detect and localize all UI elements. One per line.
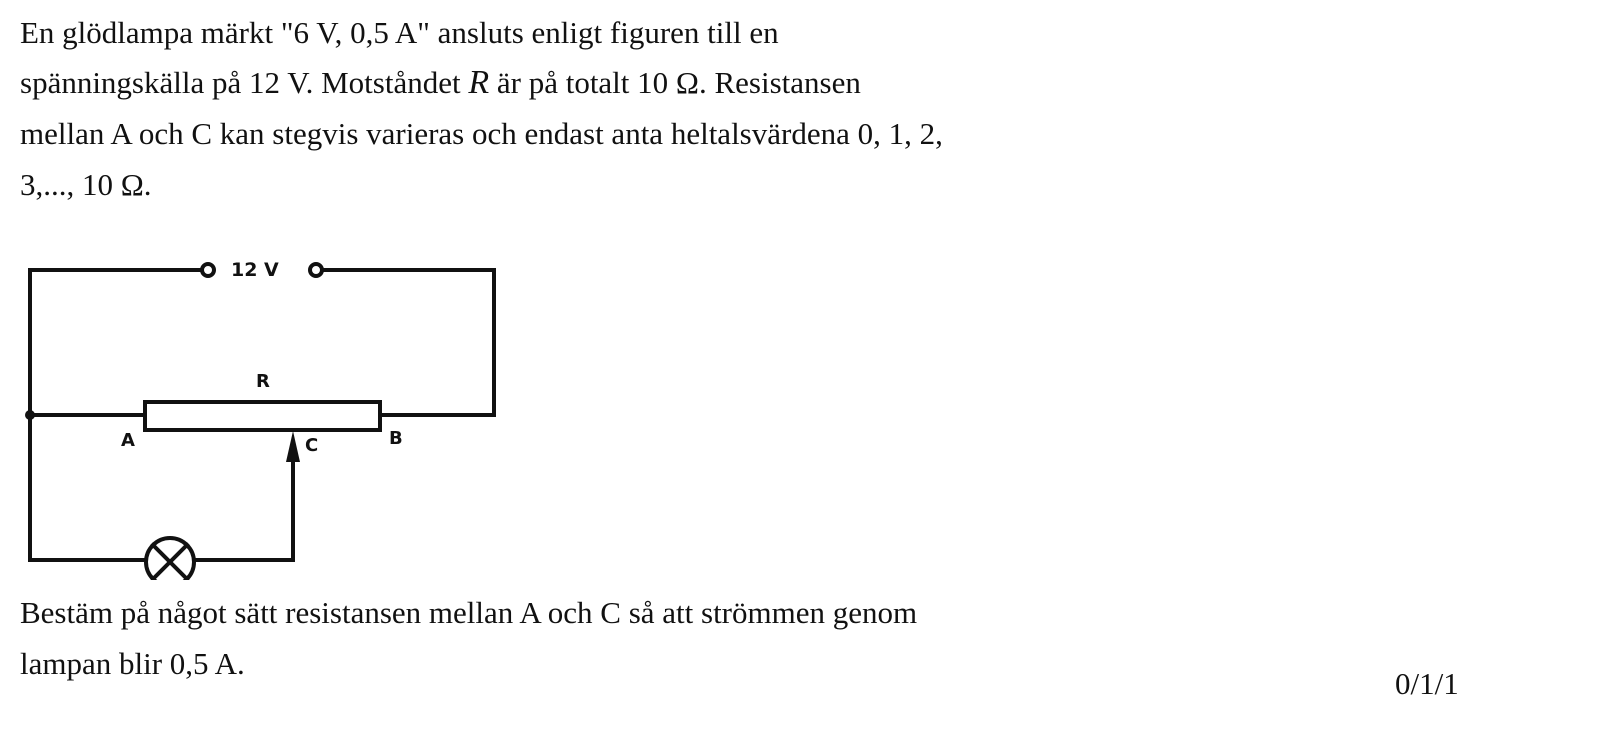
wire-lamp-to-c — [194, 445, 293, 560]
wire-top-left — [30, 270, 202, 415]
terminal-b-label: B — [389, 428, 403, 449]
score-points: 0/1/1 — [1395, 666, 1459, 701]
problem-text-line-1: En glödlampa märkt "6 V, 0,5 A" ansluts enligt figuren till en — [20, 15, 779, 50]
terminal-c-label: C — [305, 435, 319, 456]
problem-text-line-2-start: spänningskälla på 12 V. Motståndet — [20, 65, 469, 100]
problem-text-line-2 — [20, 63, 861, 103]
terminal-right — [310, 264, 322, 276]
resistor-label: R — [256, 371, 270, 392]
problem-text-line-3: mellan A och C kan stegvis varieras och endast anta heltalsvärdena 0, 1, 2, — [20, 116, 943, 151]
wire-top-right — [322, 270, 494, 415]
problem-text-line-2-end: är på totalt 10 Ω. Resistansen — [489, 65, 861, 100]
terminal-a-label: A — [121, 430, 135, 451]
circuit-diagram — [0, 240, 520, 580]
resistor-variable: R — [468, 64, 490, 101]
resistor — [145, 402, 380, 430]
junction-node — [25, 410, 35, 420]
question-text-line-1: Bestäm på något sätt resistansen mellan A och C så att strömmen genom — [20, 595, 918, 630]
question-text-line-2: lampan blir 0,5 A. — [20, 646, 245, 681]
terminal-left — [202, 264, 214, 276]
slider-arrow — [286, 431, 300, 462]
problem-text-line-4: 3,..., 10 Ω. — [20, 167, 152, 202]
voltage-label: 12 V — [231, 259, 279, 281]
